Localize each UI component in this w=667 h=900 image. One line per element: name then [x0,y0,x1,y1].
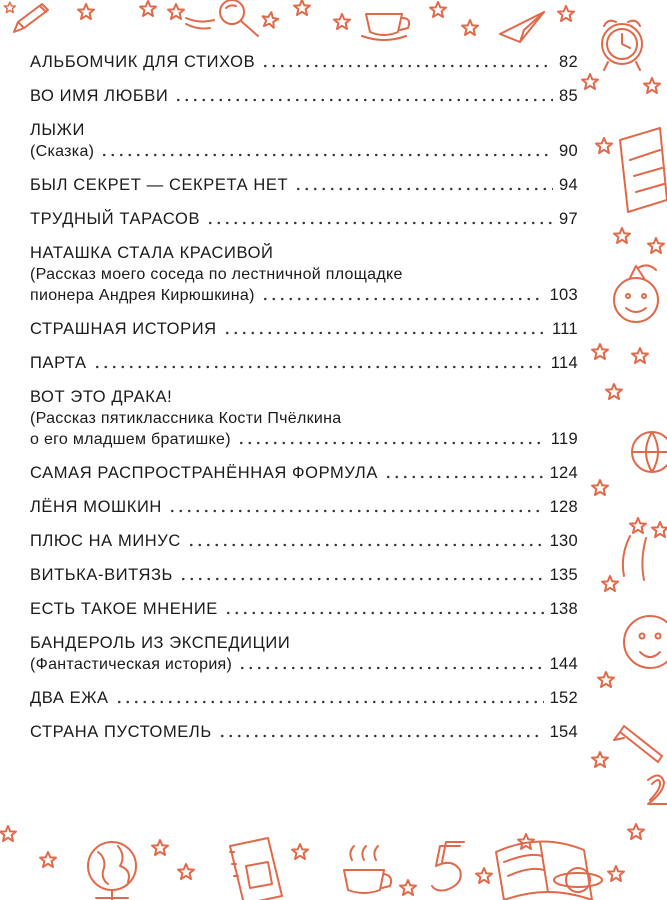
star-icon [608,866,624,881]
page-number: 119 [550,430,578,448]
entry-title: САМАЯ РАСПРОСТРАНЁННАЯ ФОРМУЛА [30,464,378,482]
page-number: 85 [559,87,578,105]
toc-entry[interactable] [30,463,578,484]
entry-subtitle: (Рассказ пятиклассника Кости Пчёлкина [30,410,342,427]
entry-title: ТРУДНЫЙ ТАРАСОВ [30,210,201,228]
star-icon [40,852,56,867]
planet-icon [554,868,602,892]
toc-entry[interactable] [30,497,578,518]
dot-leader [174,98,553,102]
open-book-icon [496,841,592,900]
star-icon [598,672,614,687]
toc-entry[interactable] [30,387,578,450]
star-icon [0,826,16,841]
star-icon [596,138,612,153]
dot-leader [261,297,544,301]
star-icon [602,576,618,591]
star-icon [400,880,416,895]
smiley-face-icon [624,616,667,668]
page-number: 152 [549,689,578,707]
paper-plane-icon [500,12,544,42]
dot-leader [237,441,545,445]
star-icon [606,384,622,399]
star-icon [140,1,156,16]
entry-title: ЛЫЖИ [30,121,85,139]
page-number: 138 [549,600,578,618]
dot-leader [206,221,553,225]
entry-title-row [30,52,578,73]
dot-leader [187,543,544,547]
entry-title: БАНДЕРОЛЬ ИЗ ЭКСПЕДИЦИИ [30,634,291,652]
star-icon [648,238,664,253]
entry-title-row [30,722,578,743]
star-icon [592,344,608,359]
toc-entry[interactable] [30,175,578,196]
dot-leader [218,734,544,738]
toc-entry[interactable] [30,633,578,675]
entry-title: СТРАШНАЯ ИСТОРИЯ [30,320,217,338]
entry-title: СТРАНА ПУСТОМЕЛЬ [30,723,212,741]
star-icon [294,0,310,15]
toc-entry[interactable] [30,86,578,107]
globe-icon [88,842,136,900]
entry-subtitle: (Сказка) [30,143,95,160]
page-number: 82 [559,53,578,71]
dot-leader [93,365,545,369]
entry-subtitle-row [30,654,578,675]
pencil-icon [14,4,48,32]
toc-entry[interactable] [30,120,578,162]
entry-title: ПЛЮС НА МИНУС [30,532,181,550]
entry-subtitle: о его младшем братишке) [30,431,231,448]
toc-entry[interactable] [30,599,578,620]
entry-title: ЕСТЬ ТАКОЕ МНЕНИЕ [30,600,218,618]
entry-title: ВО ИМЯ ЛЮБВИ [30,87,169,105]
entry-title: БЫЛ СЕКРЕТ — СЕКРЕТА НЕТ [30,176,289,194]
star-icon [476,868,492,883]
page-number: 130 [549,532,578,550]
star-icon [644,78,660,93]
page-number: 97 [559,210,578,228]
toc-entry[interactable] [30,688,578,709]
star-icon [614,228,630,243]
entry-title-row [30,531,578,552]
star-icon [592,480,608,495]
star-icon [78,4,94,19]
toc-entry[interactable] [30,722,578,743]
page-number: 144 [549,655,578,673]
entry-subtitle: (Рассказ моего соседа по лестничной площадке [30,266,403,283]
star-icon [178,864,194,879]
notebook-icon [620,128,667,212]
entry-title-row [30,86,578,107]
entry-subtitle: (Фантастическая история) [30,656,233,673]
entry-title-row [30,497,578,518]
fountain-pen-icon [614,726,662,762]
entry-title-row [30,565,578,586]
dot-leader [384,475,544,479]
toc-entry[interactable] [30,52,578,73]
entry-title-row [30,319,578,340]
page-number: 111 [552,320,578,338]
star-icon [558,6,574,21]
dot-leader [224,611,544,615]
toc-entry[interactable] [30,353,578,374]
page-number: 135 [549,566,578,584]
entry-title-row [30,209,578,230]
star-icon [292,844,308,859]
entry-title: ВОТ ЭТО ДРАКА! [30,388,173,406]
smiley-face-icon [614,265,658,322]
star-icon [632,348,648,363]
star-icon [462,20,478,35]
toc-entry[interactable] [30,319,578,340]
star-icon [430,2,446,17]
dot-leader [223,331,546,335]
alarm-clock-icon [602,21,642,70]
basketball-icon [632,432,667,472]
star-icon [628,824,644,839]
page-number: 94 [559,176,578,194]
toc-entry[interactable] [30,565,578,586]
dot-leader [294,187,553,191]
coffee-cup-icon [344,846,391,893]
entry-subtitle-row [30,141,578,162]
page-number: 124 [549,464,578,482]
star-icon [152,840,168,855]
page-number: 114 [550,354,578,372]
toc-entry[interactable] [30,531,578,552]
entry-title-row [30,353,578,374]
magnifier-icon [220,0,258,36]
star-icon [518,834,534,849]
dot-leader [238,666,543,670]
entry-subtitle-row [30,429,578,450]
dot-leader [261,64,553,68]
entry-title: ВИТЬКА-ВИТЯЗЬ [30,566,173,584]
entry-title: ЛЁНЯ МОШКИН [30,498,162,516]
shooting-star-icon [623,518,646,580]
entry-subtitle: пионера Андрея Кирюшкина) [30,287,255,304]
page-number: 128 [549,498,578,516]
page-number: 90 [559,142,578,160]
teacup-icon [362,14,409,40]
dot-leader [168,509,544,513]
entry-title-row [30,688,578,709]
page-number: 154 [549,723,578,741]
table-of-contents [30,52,578,756]
star-icon [261,11,279,29]
star-icon [4,2,15,13]
entry-title-row [30,175,578,196]
notebook-icon [230,838,282,900]
shooting-star-icon [168,4,214,29]
number-five-icon [432,842,464,891]
entry-title-row [30,463,578,484]
entry-subtitle-row [30,285,578,306]
entry-title: АЛЬБОМЧИК ДЛЯ СТИХОВ [30,53,256,71]
entry-title: ПАРТА [30,354,87,372]
number-two-icon [648,775,667,804]
entry-title: НАТАШКА СТАЛА КРАСИВОЙ [30,244,274,262]
dot-leader [179,577,544,581]
star-icon [334,14,350,29]
entry-title: ДВА ЕЖА [30,689,109,707]
toc-entry[interactable] [30,243,578,306]
dot-leader [100,153,553,157]
toc-entry[interactable] [30,209,578,230]
star-icon [582,74,598,89]
star-icon [592,752,608,767]
page-number: 103 [549,286,578,304]
star-icon [652,522,667,537]
dot-leader [115,700,544,704]
entry-title-row [30,599,578,620]
